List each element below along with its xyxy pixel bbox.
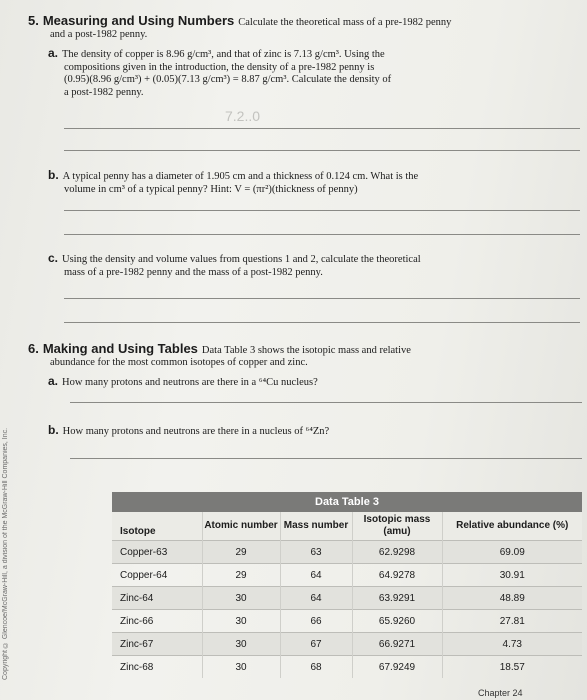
table-cell: 64.9278 — [352, 564, 442, 587]
answer-line[interactable] — [64, 298, 580, 299]
table-cell: 65.9260 — [352, 610, 442, 633]
pencil-note: 7.2..0 — [225, 108, 261, 124]
question-6-intro-2: abundance for the most common isotopes of copper and zinc. — [50, 357, 308, 368]
table-cell: 29 — [202, 541, 280, 564]
question-5-intro-2: and a post-1982 penny. — [50, 29, 148, 40]
question-6-intro-1: Data Table 3 shows the isotopic mass and relative — [201, 345, 411, 356]
question-5c-line-2: mass of a pre-1982 penny and the mass of a post-1982 penny. — [64, 266, 323, 278]
column-header: Relative abundance (%) — [442, 512, 582, 541]
chapter-footer: Chapter 24 — [478, 688, 523, 698]
question-5c-line-1: Using the density and volume values from questions 1 and 2, calculate the theoretical — [62, 254, 421, 265]
question-5c-letter: c. — [48, 251, 59, 265]
isotope-table — [112, 492, 582, 678]
question-6b-letter: b. — [48, 423, 59, 437]
column-header: Mass number — [280, 512, 352, 541]
table-cell: Copper-63 — [112, 541, 202, 564]
question-5-number: 5. — [28, 13, 39, 28]
table-cell: 67.9249 — [352, 656, 442, 679]
question-5a-line-3: (0.95)(8.96 g/cm³) + (0.05)(7.13 g/cm³) = 8.87 g/cm³. Calculate the density of — [64, 74, 392, 85]
table-cell: Zinc-68 — [112, 656, 202, 679]
column-header: Isotope — [112, 512, 202, 541]
question-6a-letter: a. — [48, 374, 59, 388]
question-5-intro-1: Calculate the theoretical mass of a pre-1982 penny — [238, 17, 452, 28]
answer-line[interactable] — [64, 210, 580, 211]
table-cell: 30 — [202, 587, 280, 610]
question-6-number: 6. — [28, 341, 39, 356]
answer-line[interactable] — [64, 128, 580, 129]
table-cell: Copper-64 — [112, 564, 202, 587]
table-row — [112, 610, 582, 633]
table-cell: 66 — [280, 610, 352, 633]
question-5 — [28, 12, 578, 30]
column-header: Atomic number — [202, 512, 280, 541]
table-row — [112, 656, 582, 679]
question-5a-letter: a. — [48, 46, 59, 60]
question-5-title: Measuring and Using Numbers — [42, 13, 235, 28]
table-header-row — [112, 512, 582, 541]
question-5a-line-4: a post-1982 penny. — [64, 86, 144, 98]
column-header: Isotopic mass (amu) — [352, 512, 442, 541]
table-cell: 30.91 — [442, 564, 582, 587]
question-6b-text: How many protons and neutrons are there in a nucleus of ⁶⁴Zn? — [62, 426, 330, 437]
question-5c — [48, 252, 518, 279]
answer-line[interactable] — [70, 402, 582, 403]
question-6a — [48, 375, 518, 390]
table-cell: 63 — [280, 541, 352, 564]
table-row — [112, 541, 582, 564]
table-cell: 29 — [202, 564, 280, 587]
question-6a-text: How many protons and neutrons are there in a ⁶⁴Cu nucleus? — [62, 377, 318, 388]
table-title: Data Table 3 — [112, 492, 582, 512]
question-5a-line-2: compositions given in the introduction, the density of a pre-1982 penny is — [64, 61, 375, 73]
table-row — [112, 564, 582, 587]
table-cell: 69.09 — [442, 541, 582, 564]
question-6-title: Making and Using Tables — [42, 341, 198, 356]
answer-line[interactable] — [64, 322, 580, 323]
question-6 — [28, 340, 578, 358]
table-row — [112, 587, 582, 610]
table-cell: 64 — [280, 587, 352, 610]
question-5b-letter: b. — [48, 168, 59, 182]
table-cell: 64 — [280, 564, 352, 587]
question-5b-line-2: volume in cm³ of a typical penny? Hint: V = (πr²)(thickness of penny) — [64, 183, 358, 195]
table-cell: 67 — [280, 633, 352, 656]
answer-line[interactable] — [64, 150, 580, 151]
table-cell: 30 — [202, 656, 280, 679]
table-cell: Zinc-66 — [112, 610, 202, 633]
question-5a — [48, 47, 518, 99]
table-cell: Zinc-67 — [112, 633, 202, 656]
table-cell: 66.9271 — [352, 633, 442, 656]
table-cell: 68 — [280, 656, 352, 679]
data-table-3 — [112, 492, 582, 678]
table-cell: Zinc-64 — [112, 587, 202, 610]
question-5a-line-1: The density of copper is 8.96 g/cm³, and that of zinc is 7.13 g/cm³. Using the — [62, 49, 385, 60]
table-cell: 18.57 — [442, 656, 582, 679]
question-5b — [48, 169, 518, 196]
answer-line[interactable] — [64, 234, 580, 235]
table-cell: 62.9298 — [352, 541, 442, 564]
table-cell: 30 — [202, 633, 280, 656]
table-cell: 27.81 — [442, 610, 582, 633]
answer-line[interactable] — [70, 458, 582, 459]
table-cell: 48.89 — [442, 587, 582, 610]
table-row — [112, 633, 582, 656]
question-6b — [48, 424, 518, 439]
table-cell: 4.73 — [442, 633, 582, 656]
table-cell: 30 — [202, 610, 280, 633]
table-cell: 63.9291 — [352, 587, 442, 610]
question-5b-line-1: A typical penny has a diameter of 1.905 cm and a thickness of 0.124 cm. What is the — [62, 171, 419, 182]
copyright-credit: Copyright © Glencoe/McGraw-Hill, a division of the McGraw-Hill Companies, Inc. — [2, 427, 9, 680]
